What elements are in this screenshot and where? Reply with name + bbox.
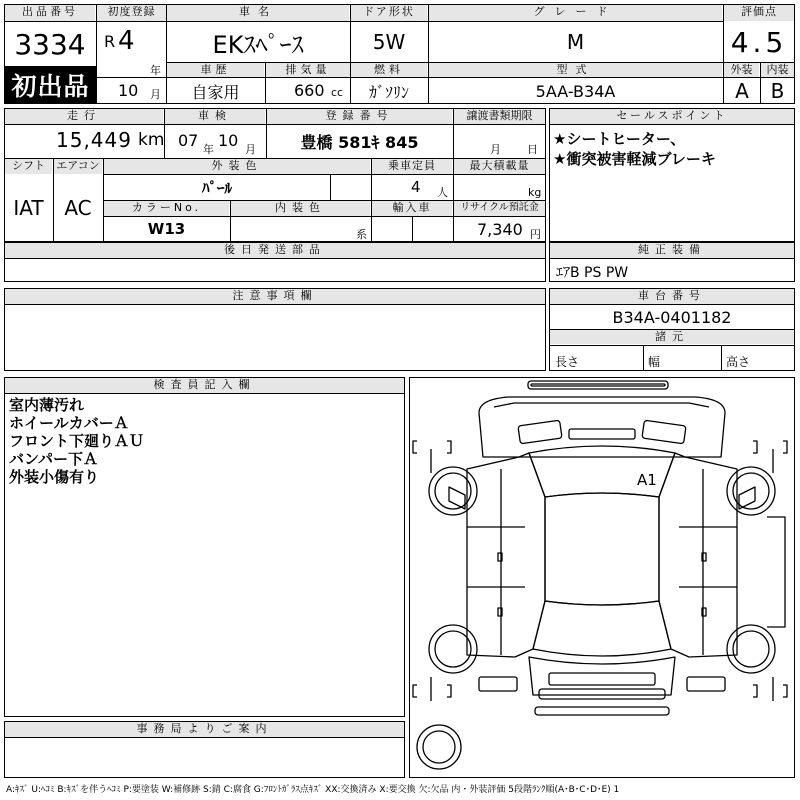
score-label: 評価点 [724,5,794,21]
specs-length-label: 長さ [555,355,580,369]
aircon-value: AC [64,196,92,220]
specs-label: 諸元 [550,330,794,344]
history-label: 車歴 [167,63,264,77]
ext-color-label: 外装色 [104,159,370,174]
ext-grade-value: A [735,79,749,103]
history-value: 自家用 [191,82,240,102]
transfer-day-unit: 日 [527,143,538,156]
model-label: 型式 [429,63,722,77]
inspection-year-unit: 年 [203,143,214,156]
grade-value: M [566,30,585,54]
caution-label: 注意事項欄 [5,289,545,304]
chassis-label: 車台番号 [550,289,794,304]
transfer-month-unit: 月 [490,143,501,156]
inspector-line-2: ホイールカバーＡ [9,414,129,432]
lot-label: 出品番号 [5,5,95,21]
car-damage-diagram [409,377,795,778]
first-reg-year: 4 [118,26,135,56]
recycle-unit: 円 [530,228,541,241]
grade-label: グレード [429,5,722,21]
sales-point-line-1: ★シートヒーター、 [553,130,686,148]
int-grade-value: B [770,79,785,103]
inspection-label: 車検 [165,109,265,124]
capacity-label: 乗車定員 [372,159,452,174]
inspector-line-4: バンパー下Ａ [9,450,98,468]
legend-text: A:ｷｽﾞ U:ﾍｺﾐ B:ｷｽﾞを伴うﾍｺﾐ P:要塗装 W:補修跡 S:錆 C:腐食 G:ﾌﾛﾝﾄｶﾞﾗｽ点ｷｽﾞ XX:交換済み X:要交換 欠:欠品 内・外装評価 5段階ﾗﾝｸ順(A･B･C･D･E) 1 [6,785,620,795]
fuel-value: ｶﾞｿﾘﾝ [368,82,409,102]
recycle-value: 7,340 [477,220,523,239]
door-value: 5W [372,30,406,54]
plate-label: 登録番号 [267,109,452,124]
max-load-label: 最大積載量 [454,159,545,174]
shift-value: IAT [13,196,44,220]
inspector-line-1: 室内薄汚れ [9,396,85,414]
mileage-label: 走行 [5,109,163,124]
inspector-label: 検査員記入欄 [5,378,404,393]
first-reg-month-unit: 月 [150,88,161,101]
equipment-value: ｴｱB PS PW [556,265,629,281]
fuel-label: 燃料 [351,63,427,77]
equipment-label: 純正装備 [550,243,794,258]
max-load-unit: kg [528,186,542,199]
displacement-label: 排気量 [266,63,350,77]
sales-points-box [549,108,795,242]
office-label: 事務局よりご案内 [5,722,404,737]
inspector-line-3: フロント下廻りＡＵ [9,432,145,450]
damage-mark-a1: A1 [637,471,657,489]
lot-number: 3334 [14,27,86,61]
specs-width-label: 幅 [648,355,661,369]
sales-points-label: セールスポイント [550,109,794,124]
ext-grade-label: 外装 [724,63,759,77]
displacement-unit: cc [331,86,344,99]
color-no-value: W13 [147,220,186,238]
chassis-value: B34A-0401182 [612,307,732,327]
inspection-year: 07 [178,131,199,150]
ext-color-value: ﾊﾟｰﾙ [201,178,232,197]
inspection-month-unit: 月 [245,143,256,156]
aircon-label: エアコン [54,159,102,174]
color-no-label: カラーNo. [104,201,229,216]
first-reg-label: 初度登録 [97,5,166,21]
int-grade-label: 内装 [761,63,794,77]
sales-point-line-2: ★衝突被害軽減ブレーキ [553,150,716,168]
inspection-month: 10 [218,131,239,150]
plate-value: 豊橋 581ｷ 845 [300,133,419,152]
first-listing-badge [5,66,96,104]
model-value: 5AA-B34A [535,81,616,101]
transfer-deadline-label: 譲渡書類期限 [454,109,545,124]
int-color-label: 内装色 [231,201,370,216]
door-label: ドア形状 [351,5,427,21]
later-parts-label: 後日発送部品 [5,243,545,258]
score-value: 4.5 [730,25,788,59]
first-reg-month: 10 [118,81,139,100]
displacement-value: 660 [294,81,325,100]
capacity-value: 4 [411,178,421,196]
mileage-value: 15,449 [56,128,132,152]
first-reg-era: R [104,32,116,51]
int-color-unit: 系 [356,228,367,241]
car-name-label: 車名 [167,5,349,21]
shift-label: シフト [5,159,52,174]
recycle-label: リサイクル預託金 [454,201,545,216]
first-reg-year-unit: 年 [150,64,161,77]
car-name-value: EKｽﾍﾟｰｽ [212,30,304,59]
capacity-unit: 人 [437,186,448,199]
import-label: 輸入車 [372,201,452,216]
inspector-line-5: 外装小傷有り [9,468,100,486]
first-listing-badge-text: 初出品 [11,72,90,101]
specs-height-label: 高さ [726,355,751,369]
mileage-unit: km [138,130,165,150]
